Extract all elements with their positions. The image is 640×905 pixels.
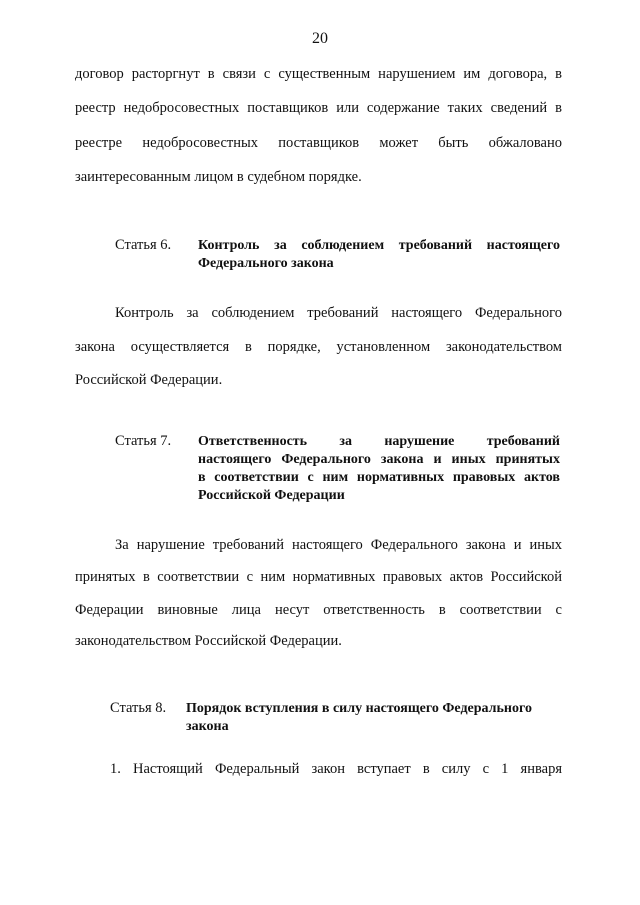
article-8-body-line-1: 1. Настоящий Федеральный закон вступает в силу с 1 января [110, 761, 562, 777]
intro-line-1: договор расторгнут в связи с существенным нарушением им договора, в [75, 66, 562, 82]
article-7-title [198, 433, 560, 505]
intro-line-4: заинтересованным лицом в судебном порядке. [75, 169, 362, 185]
article-7-title-line-1: Ответственность за нарушение требований [198, 434, 560, 449]
intro-line-2: реестр недобросовестных поставщиков или содержание таких сведений в [75, 100, 562, 116]
article-6-title-line-1: Контроль за соблюдением требований настоящего [198, 238, 560, 253]
article-7-body-line-1: За нарушение требований настоящего Федерального закона и иных [115, 537, 562, 553]
article-6-label: Статья 6. [115, 237, 172, 253]
article-8-title-line-2: закона [186, 719, 229, 734]
article-7-label: Статья 7. [115, 433, 172, 449]
article-7-title-line-3: в соответствии с ним нормативных правовых актов [198, 470, 560, 485]
article-7-body-line-3: Федерации виновные лица несут ответственность в соответствии с [75, 602, 562, 618]
article-6-title [198, 237, 560, 273]
article-8-label: Статья 8. [110, 700, 167, 716]
article-7-body-line-2: принятых в соответствии с ним нормативных правовых актов Российской [75, 569, 562, 585]
article-7-body-line-4: законодательством Российской Федерации. [75, 633, 342, 649]
article-8-title [186, 700, 560, 736]
article-7-title-line-2: настоящего Федерального закона и иных принятых [198, 452, 560, 467]
article-6-body-line-2: закона осуществляется в порядке, установленном законодательством [75, 339, 562, 355]
article-7-title-line-4: Российской Федерации [198, 488, 345, 503]
article-6-body-line-3: Российской Федерации. [75, 372, 223, 388]
article-8-title-line-1: Порядок вступления в силу настоящего Федерального [186, 701, 532, 716]
article-6-title-line-2: Федерального закона [198, 256, 334, 271]
intro-line-3: реестре недобросовестных поставщиков может быть обжаловано [75, 135, 562, 151]
page-number: 20 [312, 30, 328, 47]
article-6-body-line-1: Контроль за соблюдением требований настоящего Федерального [115, 305, 562, 321]
